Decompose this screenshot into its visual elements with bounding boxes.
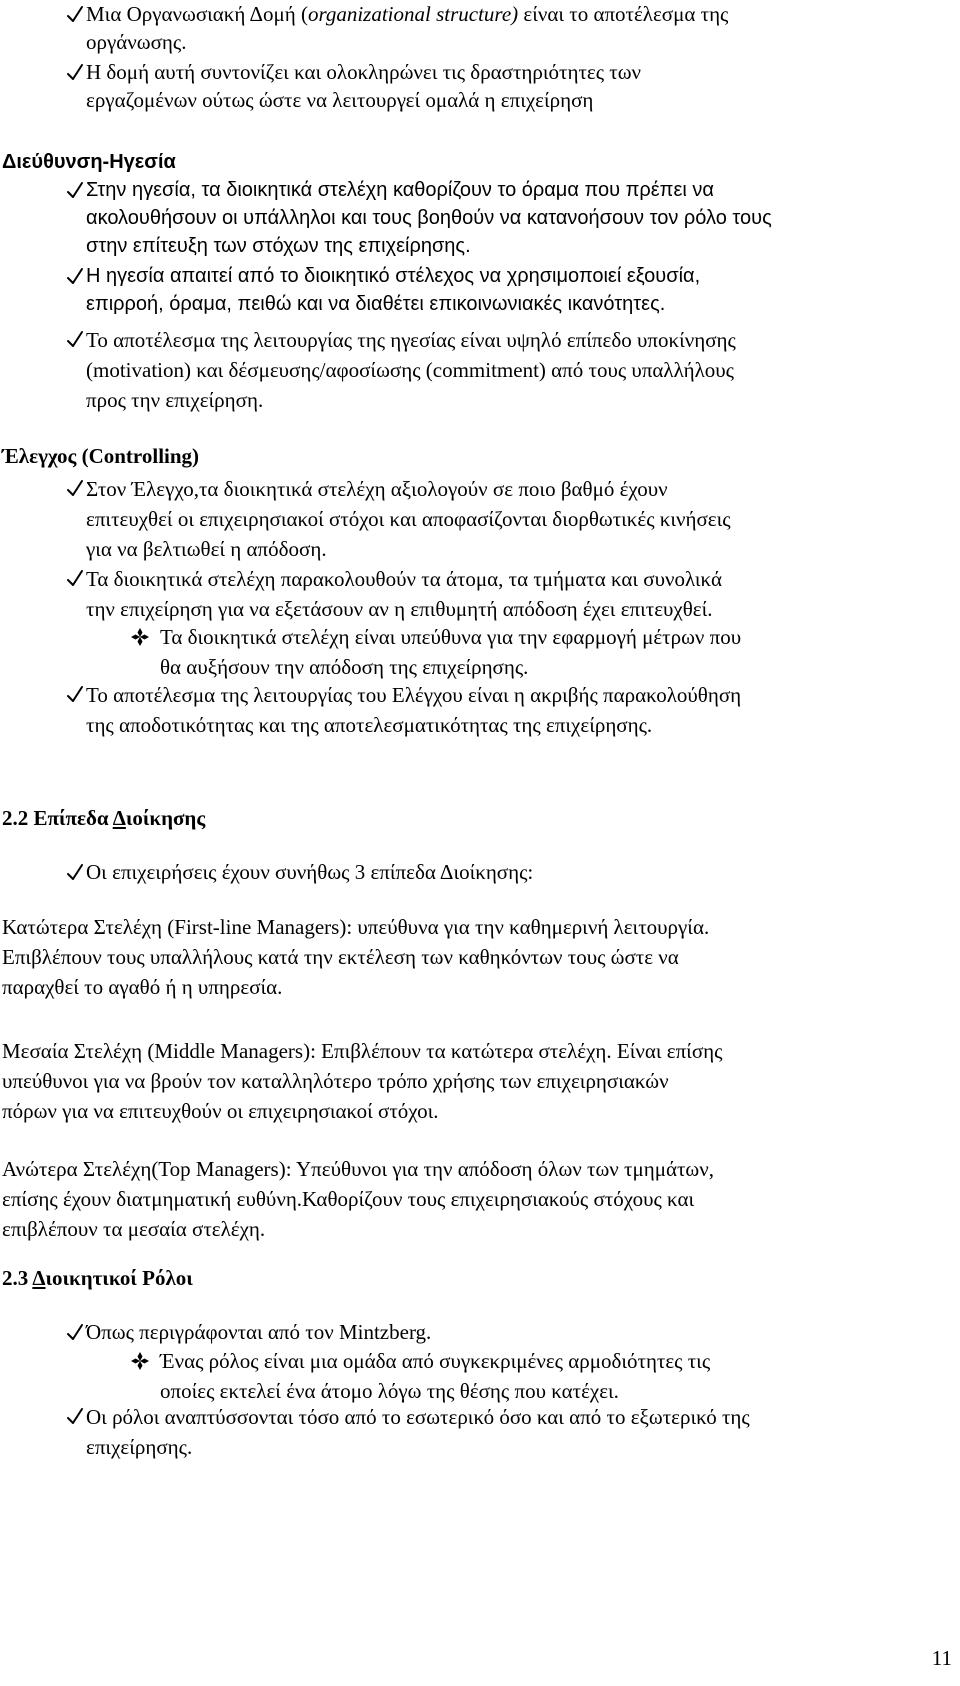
checkmark-icon <box>66 564 84 592</box>
top-managers-paragraph: Ανώτερα Στελέχη(Top Managers): Υπεύθυνοι για την απόδοση όλων των τμημάτων, επίσης έχουν διατμηματική ευθύνη.Καθορίζουν τους επιχειρησιακούς στόχους και επιβλέπουν τα μεσαία στελέχη. <box>2 1157 714 1241</box>
org-item-2-text: Η δομή αυτή συντονίζει και ολοκληρώνει τις δραστηριότητες των εργαζομένων ούτως ώστε να λειτουργεί ομαλά η επιχείρηση <box>86 60 642 112</box>
controlling-item-2 <box>0 564 960 621</box>
levels-heading-rest: ιοίκησης <box>125 806 206 830</box>
middle-managers-paragraph: Μεσαία Στελέχη (Middle Managers): Επιβλέπουν τα κατώτερα στελέχη. Είναι επίσης υπεύθυνοι για να βρούν τον καταλληλότερο τρόπο χρήσης των επιχειρησιακών πόρων για να επιτευχθούν οι επιχειρησιακοί στόχοι. <box>2 1039 723 1123</box>
levels-intro-text: Οι επιχειρήσεις έχουν συνήθως 3 επίπεδα Διοίκησης: <box>86 860 534 884</box>
roles-heading <box>2 1264 193 1292</box>
controlling-item-2-text: Τα διοικητικά στελέχη παρακολουθούν τα άτομα, τα τμήματα και συνολικά την επιχείρηση για να εξετάσουν αν η επιθυμητή απόδοση έχει επιτευχθεί. <box>86 567 722 621</box>
checkmark-icon <box>66 474 84 502</box>
roles-item-2 <box>0 1402 960 1459</box>
leadership-item-3 <box>0 325 960 412</box>
controlling-sub-item-1 <box>0 622 960 679</box>
controlling-heading: Έλεγχος (Controlling) <box>2 444 200 468</box>
roles-item-1 <box>0 1318 960 1346</box>
leadership-item-2 <box>0 262 960 315</box>
checkmark-icon <box>66 858 84 886</box>
controlling-item-3 <box>0 680 960 737</box>
checkmark-icon <box>66 680 84 708</box>
leadership-item-1-text: Στην ηγεσία, τα διοικητικά στελέχη καθορίζουν το όραμα που πρέπει να ακολουθήσουν οι υπάλληλοι και τους βοηθούν να κατανοήσουν τον ρόλο τους στην επίτευξη των στόχων της επιχείρησης. <box>86 179 772 257</box>
diamond-bullet-icon <box>130 622 150 650</box>
checkmark-icon <box>66 58 84 86</box>
checkmark-icon <box>66 176 84 204</box>
leadership-item-1 <box>0 176 960 257</box>
roles-heading-underlined: Δ <box>32 1266 46 1290</box>
checkmark-icon <box>66 1402 84 1430</box>
controlling-item-1 <box>0 474 960 561</box>
org-item-1-pre: Μια Οργανωσιακή Δομή ( <box>86 2 308 26</box>
diamond-bullet-icon <box>130 1346 150 1374</box>
page-number: 11 <box>931 1646 952 1670</box>
roles-item-2-text: Οι ρόλοι αναπτύσσονται τόσο από το εσωτερικό όσο και από το εξωτερικό της επιχείρησης. <box>86 1405 750 1459</box>
checkmark-icon <box>66 1318 84 1346</box>
roles-heading-rest: ιοικητικοί Ρόλοι <box>45 1266 193 1290</box>
levels-heading-num: 2.2 Επίπεδα <box>2 806 113 830</box>
roles-heading-num: 2.3 <box>2 1266 33 1290</box>
org-item-1 <box>0 0 960 54</box>
leadership-item-3-text: Το αποτέλεσμα της λειτουργίας της ηγεσίας είναι υψηλό επίπεδο υποκίνησης (motivation) και δέσμευσης/αφοσίωσης (commitment) από τους υπαλλήλους προς την επιχείρηση. <box>86 328 736 412</box>
org-item-2 <box>0 58 960 112</box>
levels-heading-underlined: Δ <box>112 806 126 830</box>
roles-sub-item-1-text: Ένας ρόλος είναι μια ομάδα από συγκεκριμένες αρμοδιότητες τις οποίες εκτελεί ένα άτομο λόγω της θέσης που κατέχει. <box>160 1349 711 1403</box>
org-item-1-italic: organizational structure) <box>307 2 519 26</box>
checkmark-icon <box>66 0 84 28</box>
leadership-item-2-text: Η ηγεσία απαιτεί από το διοικητικό στέλεχος να χρησιμοποιεί εξουσία, επιρροή, όραμα, πειθώ και να διαθέτει επικοινωνιακές ικανότητες. <box>86 265 701 315</box>
levels-intro <box>0 858 960 886</box>
controlling-item-3-text: Το αποτέλεσμα της λειτουργίας του Ελέγχου είναι η ακριβής παρακολούθηση της αποδοτικότητας και της αποτελεσματικότητας της επιχείρησης. <box>86 683 742 737</box>
levels-heading <box>2 804 205 832</box>
roles-sub-item-1 <box>0 1346 960 1403</box>
leadership-heading: Διεύθυνση-Ηγεσία <box>2 151 176 173</box>
first-line-managers-paragraph: Κατώτερα Στελέχη (First-line Managers): υπεύθυνα για την καθημερινή λειτουργία. Επιβλέπουν τους υπαλλήλους κατά την εκτέλεση των καθηκόντων τους ώστε να παραχθεί το αγαθό ή η υπηρεσία. <box>2 915 710 999</box>
checkmark-icon <box>66 262 84 290</box>
checkmark-icon <box>66 325 84 353</box>
controlling-item-1-text: Στον Έλεγχο,τα διοικητικά στελέχη αξιολογούν σε ποιο βαθμό έχουν επιτευχθεί οι επιχειρησιακοί στόχοι και αποφασίζονται διορθωτικές κινήσεις για να βελτιωθεί η απόδοση. <box>86 477 731 561</box>
roles-item-1-text: Όπως περιγράφονται από τον Mintzberg. <box>86 1320 432 1344</box>
controlling-sub-item-1-text: Τα διοικητικά στελέχη είναι υπεύθυνα για την εφαρμογή μέτρων που θα αυξήσουν την απόδοση της επιχείρησης. <box>160 625 742 679</box>
org-item-1-post: είναι το αποτέλεσμα της οργάνωσης. <box>86 2 729 54</box>
